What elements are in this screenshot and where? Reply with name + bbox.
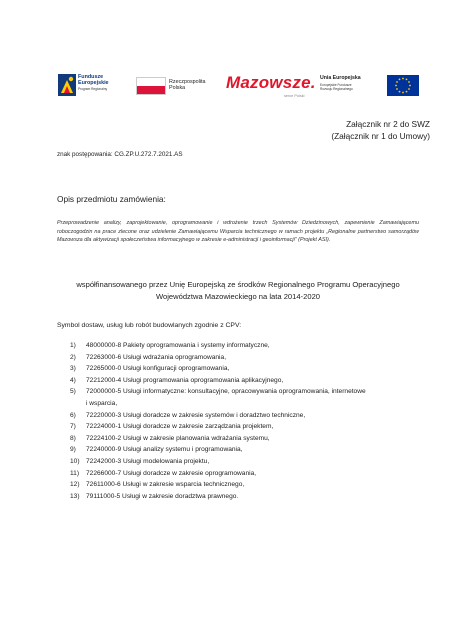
list-item (70, 421, 430, 433)
cpv-item-text: 72224100-2 Usługi w zakresie planowania wdrażania systemu, (86, 434, 270, 442)
cpv-item-number: 7) (70, 423, 76, 431)
cpv-item-number: 4) (70, 376, 76, 384)
rzeczpospolita-line1: Rzeczpospolita (169, 79, 206, 85)
cpv-item-number: 1) (70, 342, 76, 349)
fundusze-line2: Europejskie (78, 80, 109, 86)
cpv-item-number: 12) (70, 481, 80, 489)
attachment-line1: Załącznik nr 2 do SWZ (346, 119, 430, 129)
list-item (70, 444, 430, 456)
unia-line3: Rozwoju Regionalnego (320, 87, 353, 91)
mazowsze-logo (226, 70, 326, 104)
unia-title: Unia Europejska (320, 75, 361, 81)
list-item (70, 410, 430, 422)
cpv-item-number: 10) (70, 457, 80, 465)
case-number: znak postępowania: CG.ZP.U.272.7.2021.AS (57, 151, 183, 158)
cpv-item-text: 72224000-1 Usługi doradcze w zakresie zarządzania projektem, (86, 423, 274, 431)
document-title: Opis przedmiotu zamówienia: (57, 194, 166, 204)
rzeczpospolita-logo (136, 70, 214, 104)
cpv-item-number: 11) (70, 469, 80, 477)
cpv-item-text: 48000000-8 Pakiety oprogramowania i systemy informatyczne, (86, 342, 270, 349)
cpv-heading: Symbol dostaw, usług lub robót budowlanych zgodnie z CPV: (57, 322, 242, 329)
eu-flag-icon (387, 75, 419, 96)
cpv-item-number: 8) (70, 434, 76, 442)
cpv-item-number: 6) (70, 411, 76, 419)
list-item (70, 386, 430, 409)
cpv-item-text: 72242000-3 Usługi modelowania projektu, (86, 457, 210, 465)
cpv-item-number: 13) (70, 492, 80, 500)
list-item (70, 433, 430, 445)
logo-band (58, 70, 418, 104)
list-item (70, 456, 430, 468)
polish-flag-icon (136, 77, 166, 95)
fundusze-europejskie-logo (58, 70, 128, 104)
fundusze-line1: Fundusze (78, 74, 104, 80)
fundusze-title (78, 74, 130, 86)
project-description: Przeprowadzenie analizy, zaprojektowanie, oprogramowanie i wdrożenie trzech Systemów Dziedzinowych, zapewnienie Zamawiającemu roboczogodzin na prace zlecone oraz udzielenie Zamawiającemu Wsparcia technicznego w ramach projektu „Regionalne partnerstwo samorządów Mazowsza dla aktywizacji społeczeństwa informacyjnego w zakresie e-administracji i geoinformacji” (Projekt ASI). (57, 220, 419, 244)
mazowsze-wordmark: Mazowsze. (226, 73, 316, 92)
list-item (70, 375, 430, 387)
cpv-item-text: 72265000-0 Usługi konfiguracji oprogramowania, (86, 365, 230, 373)
cpv-item-continuation: i wsparcia, (86, 399, 118, 407)
rzeczpospolita-line2: Polska (169, 85, 186, 92)
mazowsze-tagline: serce Polski (284, 94, 305, 98)
attachment-line2: (Załącznik nr 1 do Umowy) (331, 130, 430, 141)
list-item (70, 340, 430, 352)
list-item (70, 468, 430, 480)
cofinancing-statement: współfinansowanego przez Unię Europejską ze środków Regionalnego Programu Operacyjnego Województwa Mazowieckiego na lata 2014-2020 (76, 280, 400, 301)
cpv-item-text: 72240000-9 Usługi analizy systemu i programowania, (86, 446, 243, 454)
list-item (70, 479, 430, 491)
fundusze-europejskie-icon (58, 74, 76, 96)
attachment-reference (331, 119, 430, 142)
cpv-item-text: 72266000-7 Usługi doradcze w zakresie oprogramowania, (86, 469, 257, 477)
cpv-item-text: 72000000-5 Usługi informatyczne: konsultacyjne, opracowywania oprogramowania, internetowe (86, 388, 366, 396)
unia-line2: Europejskie Fundusze (320, 83, 352, 87)
list-item (70, 352, 430, 364)
cpv-item-text: 72212000-4 Usługi programowania oprogramowania aplikacyjnego, (86, 376, 284, 384)
unia-subtitle (320, 83, 376, 91)
list-item (70, 491, 430, 503)
cpv-item-text: 72220000-3 Usługi doradcze w zakresie systemów i doradztwo techniczne, (86, 411, 306, 419)
cpv-item-number: 9) (70, 446, 76, 454)
cpv-item-text: 72263000-6 Usługi wdrażania oprogramowania, (86, 353, 227, 361)
cpv-item-number: 3) (70, 365, 76, 373)
cpv-item-text: 79111000-5 Usługi w zakresie doradztwa prawnego. (86, 492, 239, 500)
cpv-item-text: 72611000-6 Usługi w zakresie wsparcia technicznego, (86, 481, 245, 489)
cpv-list (70, 340, 430, 502)
rzeczpospolita-text (169, 79, 214, 92)
cpv-item-number: 2) (70, 353, 76, 361)
unia-europejska-logo (320, 70, 422, 104)
list-item (70, 363, 430, 375)
cpv-item-number: 5) (70, 388, 76, 396)
fundusze-subtitle: Program Regionalny (78, 87, 108, 91)
